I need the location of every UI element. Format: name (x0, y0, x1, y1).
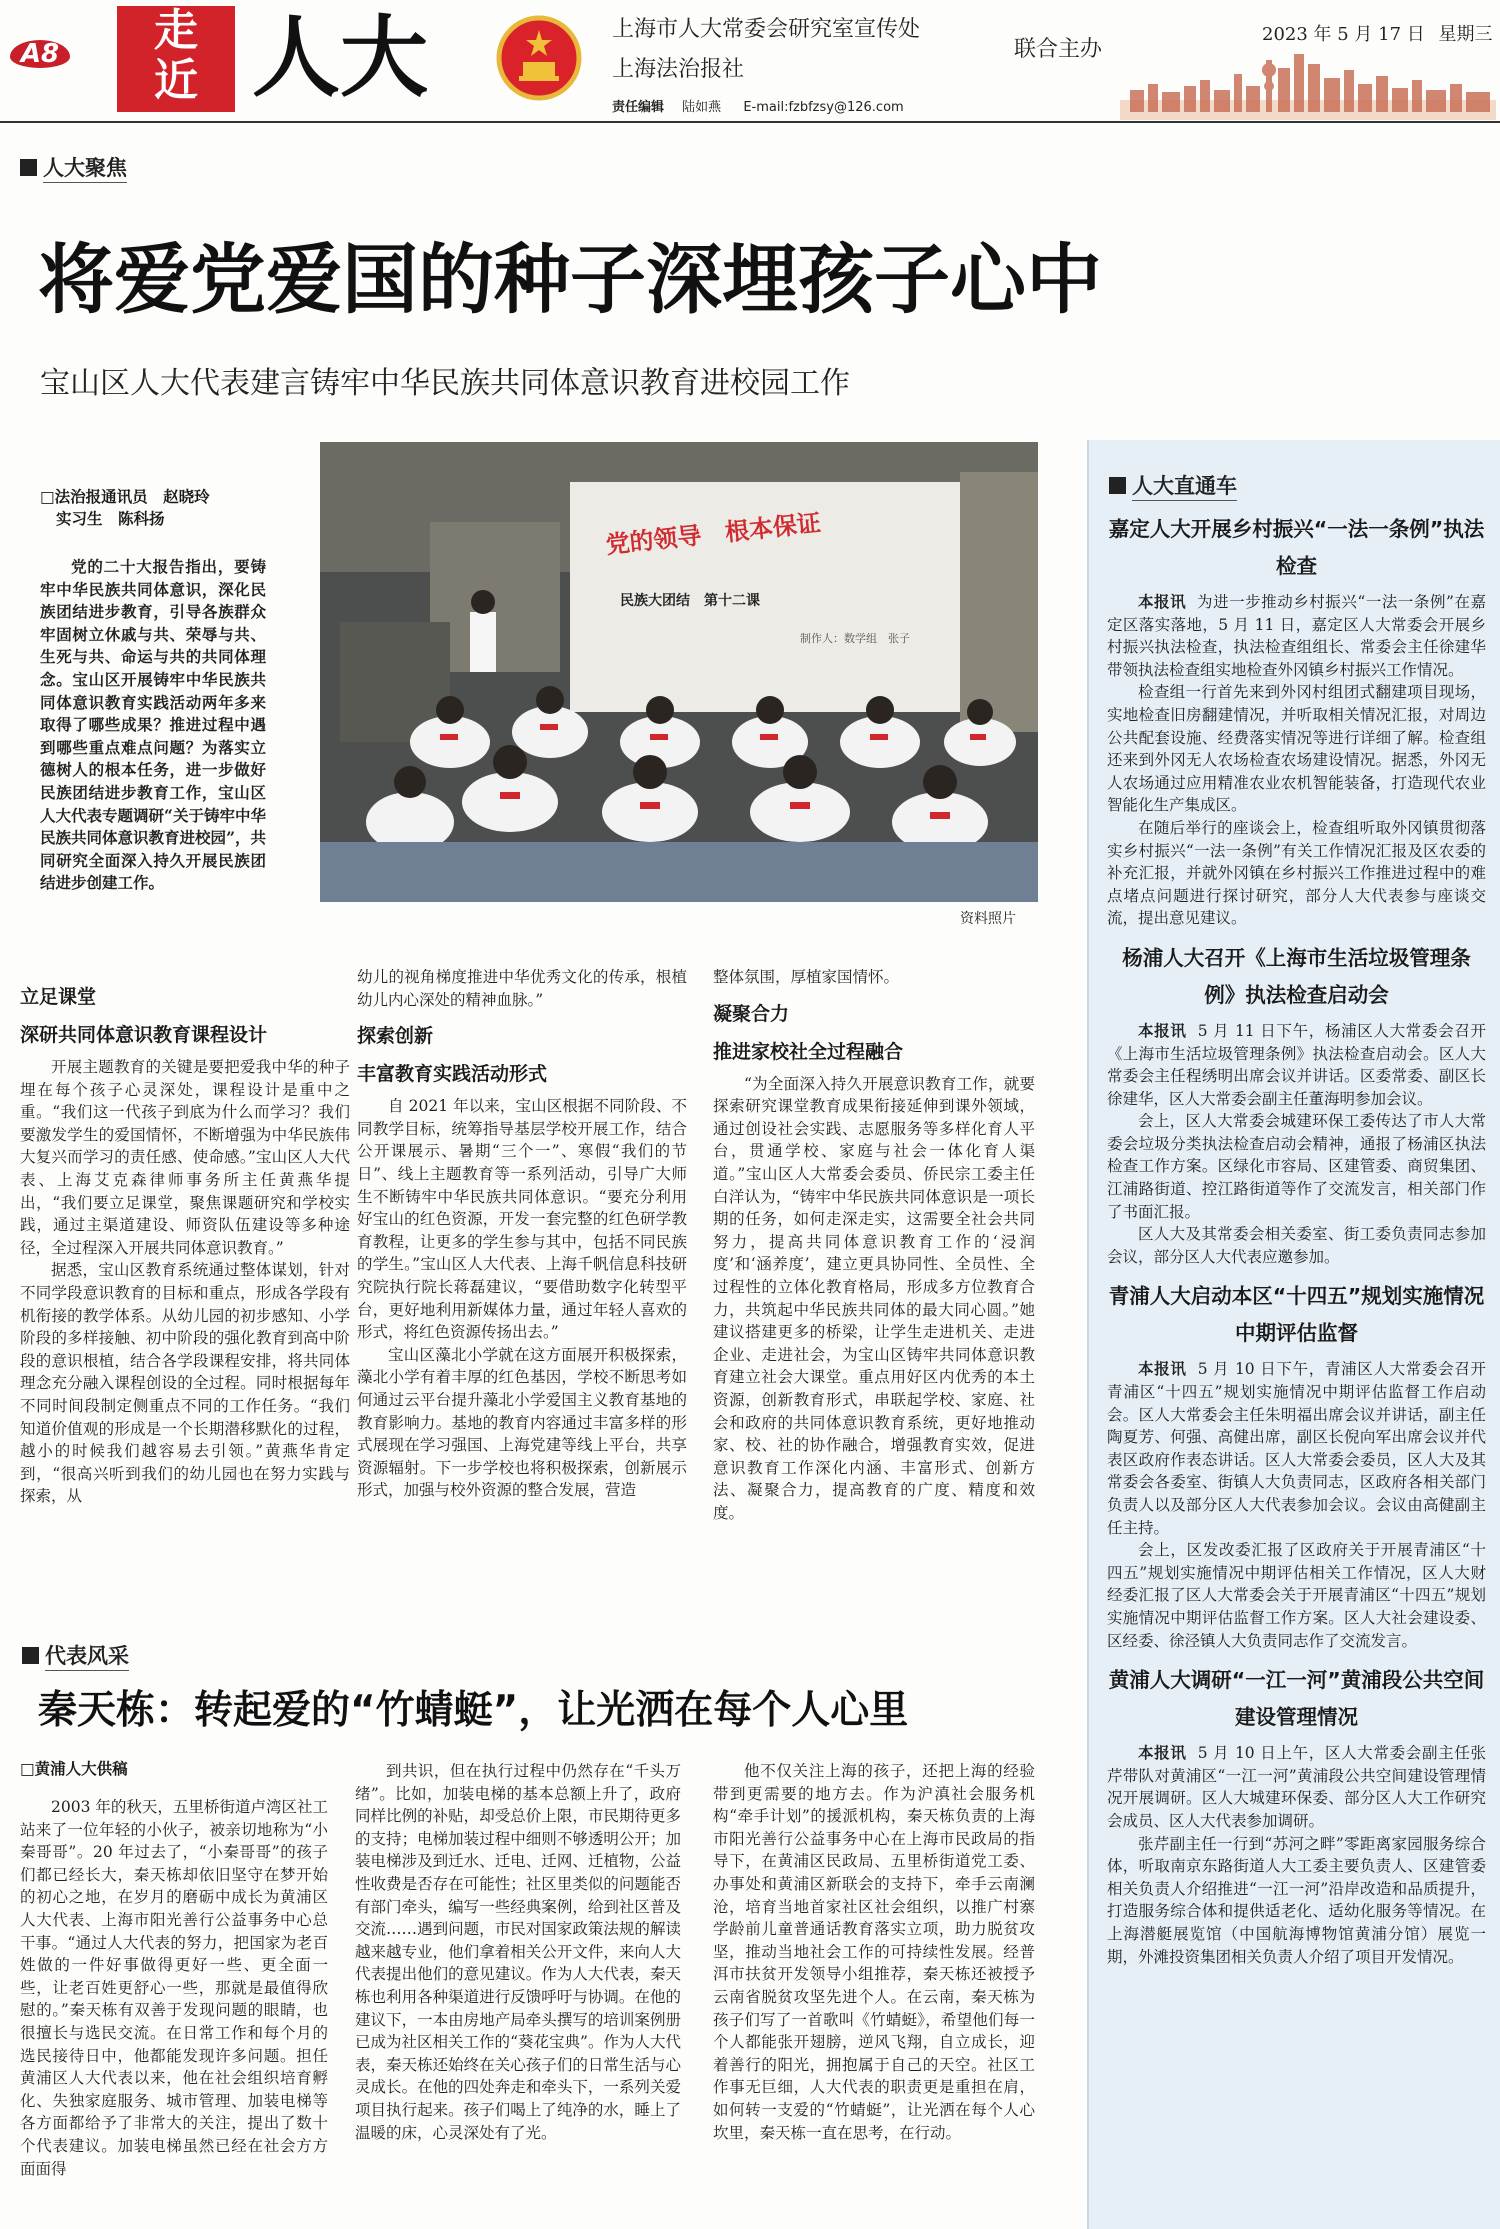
masthead (0, 0, 1500, 120)
title-char-top: 走 (154, 5, 198, 56)
rep-headline: 秦天栋：转起爱的“竹蜻蜓”，让光洒在每个人心里 (38, 1688, 909, 1733)
news-paragraph: 张芹副主任一行到“苏河之畔”零距离家园服务综合体，听取南京东路街道人大工委主要负责人、区建管委相关负责人介绍推进“一江一河”沿岸改造和品质提升，打造服务综合体和提供适老化、适幼化服务等情况。在上海潜艇展览馆（中国航海博物馆黄浦分馆）展览一期，外滩投资集团相关负责人介绍了项目开发情况。 (1107, 1834, 1486, 1966)
section-label-text: 代表风采 (45, 1640, 129, 1671)
section-heading-1: 立足课堂 (20, 986, 97, 1008)
organizer-1: 上海市人大常委会研究室宣传处 (612, 17, 921, 42)
lead-photo (320, 442, 1038, 902)
lead-column-2 (357, 966, 687, 1502)
news-paragraph (1107, 1020, 1486, 1110)
lead-byline (40, 486, 270, 530)
joint-organizer-label: 联合主办 (1014, 37, 1103, 62)
section-label-focus (20, 152, 127, 183)
lead-intro-text: 党的二十大报告指出，要铸牢中华民族共同体意识，深化民族团结进步教育，引导各族群众牢固树立休戚与共、荣辱与共、生死与共、命运与共的共同体理念。宝山区开展铸牢中华民族共同体意识教育实践活动两年多来取得了哪些成果？推进过程中遇到哪些重点难点问题？为落实立德树人的根本任务，进一步做好民族团结进步教育工作，宝山区人大代表专题调研“关于铸牢中华民族共同体意识教育进校园”，共同研究全面深入持久开展民族团结进步创建工作。 (40, 557, 266, 893)
rep-column-1 (20, 1796, 328, 2224)
rep-byline: □黄浦人大供稿 (20, 1760, 128, 1778)
section-subheading-2: 丰富教育实践活动形式 (357, 1063, 548, 1086)
news-body: 5 月 10 日上午，区人大常委会副主任张芹带队对黄浦区“一江一河”黄浦段公共空间建设管理情况开展调研。区人大城建环保委、部分区人大工作研究会成员、区人大代表参加调研。 (1107, 1744, 1486, 1830)
lead-column-3 (713, 966, 1035, 1524)
editor-name: 陆如燕 (682, 100, 722, 115)
paragraph: 自 2021 年以来，宝山区根据不同阶段、不同教学目标，统筹指导基层学校开展工作，结合公开课展示、暑期“三个一”、寒假“我们的节日”、线上主题教育等一系列活动，引导广大师生不断铸牢中华民族共同体意识。“要充分利用好宝山的红色资源，开发一套完整的红色研学教育教程，让更多的学生参与其中，包括不同民族的学生。”宝山区人大代表、上海千帆信息科技研究院执行院长蒋磊建议，“要借助数字化转型平台，更好地利用新媒体力量，通过年轻人喜欢的形式，将红色资源传扬出去。” (357, 1097, 687, 1342)
news-paragraph (1107, 591, 1486, 681)
section-label-text: 人大直通车 (1132, 470, 1237, 501)
news-paragraph: 检查组一行首先来到外冈村组团式翻建项目现场，实地检查旧房翻建情况，并听取相关情况汇报，对周边公共配套设施、经费落实情况等进行详细了解。检查组还来到外冈无人农场检查农场建设情况。据悉，外冈无人农场通过应用精准农业农机智能装备，打造现代农业智能化生产集成区。 (1107, 683, 1486, 815)
section-label-text: 人大聚焦 (43, 152, 127, 183)
photo-board-text-3: 制作人：数学组 张子 (800, 632, 910, 645)
news-headline: 杨浦人大召开《上海市生活垃圾管理条例》执法检查启动会 (1122, 945, 1471, 1007)
news-item (1107, 1662, 1486, 1968)
editor-line (612, 96, 904, 115)
news-item (1107, 940, 1486, 1269)
rep-column-2 (355, 1760, 681, 2224)
paragraph: 他不仅关注上海的孩子，还把上海的经验带到更需要的地方去。作为沪滇社会服务机构“牵手计划”的援派机构，秦天栋负责的上海市阳光善行公益事务中心在上海市民政局的指导下，在黄浦区民政局、五里桥街道党工委、办事处和黄浦区新联会的支持下，牵手云南澜沧，培育当地首家社区社会组织，以推广村寨学龄前儿童普通话教育落实立项，助力脱贫攻坚，推动当地社会工作的可持续性发展。经普洱市扶贫开发领导小组推荐，秦天栋还被授予云南省脱贫攻坚先进个人。在云南，秦天栋为孩子们写了一首歌叫《竹蜻蜓》，希望他们每一个人都能张开翅膀，逆风飞翔，自立成长，迎着善行的阳光，拥抱属于自己的天空。社区工作事无巨细，人大代表的职责更是重担在肩，如何转一支爱的“竹蜻蜓”，让光洒在每个人心坎里，秦天栋一直在思考，在行动。 (713, 1762, 1035, 2142)
skyline-image (1120, 40, 1496, 120)
paragraph-continued: 整体氛围，厚植家国情怀。 (713, 968, 900, 986)
news-headline: 青浦人大启动本区“十四五”规划实施情况中期评估监督 (1108, 1284, 1485, 1346)
paragraph: 宝山区藻北小学就在这方面展开积极探索，藻北小学有着丰厚的红色基因，学校不断思考如何通过云平台提升藻北小学爱国主义教育基地的教育影响力。基地的教育内容通过丰富多样的形式展现在学习强国、上海党建等线上平台，共享资源辐射。下一步学校也将积极探索，创新展示形式，加强与校外资源的整合发展，营造 (357, 1345, 687, 1500)
editor-label: 责任编辑 (612, 100, 665, 115)
masthead-divider (0, 121, 1500, 123)
paragraph: “为全面深入持久开展意识教育工作，就要探索研究课堂教育成果衔接延伸到课外领域，通过创设社会实践、志愿服务等多样化育人平台，贯通学校、家庭与社会一体化育人渠道。”宝山区人大常委会委员、侨民宗工委主任白洋认为，“铸牢中华民族共同体意识是一项长期的任务，如何走深走实，这需要全社会共同努力，提高共同体意识教育工作的‘浸润度’和‘涵养度’，建立更具协同性、全员性、全过程性的立体化教育格局，形成多方位教育合力，共筑起中华民族共同体的最大同心圆。”她建议搭建更多的桥梁，让学生走进机关、走进企业、走进社会，为宝山区铸牢共同体意识教育建立社会大课堂。重点用好区内优秀的本土资源，创新教育形式，串联起学校、家庭、社会和政府的共同体意识教育系统，更好地推动家、校、社的协作融合，增强教育实效，促进意识教育工作深化内涵、丰富形式、创新方法、凝聚合力，提高教育的广度、精度和效度。 (713, 1074, 1035, 1522)
news-body: 为进一步推动乡村振兴“一法一条例”在嘉定区落实落地，5 月 11 日，嘉定区人大常委会开展乡村振兴执法检查，执法检查组组长、常委会主任徐建华带领执法检查组实地检查外冈镇乡村振兴工作情况。 (1107, 593, 1486, 679)
byline-line-2: 实习生 陈科扬 (56, 510, 165, 528)
news-lead: 本报讯 (1138, 592, 1187, 611)
page-number-badge (10, 40, 70, 68)
news-headline: 嘉定人大开展乡村振兴“一法一条例”执法检查 (1108, 517, 1485, 578)
news-paragraph (1107, 1742, 1486, 1832)
section-label-representative (22, 1640, 129, 1671)
right-sidebar (1087, 440, 1500, 2229)
paragraph: 开展主题教育的关键是要把爱我中华的种子埋在每个孩子心灵深处，课程设计是重中之重。“我们这一代孩子到底为什么而学习？我们要激发学生的爱国情怀，不断增强为中华民族伟大复兴而学习的责任感、使命感。”宝山区人大代表、上海艾克森律师事务所主任黄燕华提出，“我们要立足课堂，聚焦课题研究和学校实践，通过主渠道建设、师资队伍建设等多种途径，全过程深入开展共同体意识教育。” (20, 1058, 350, 1257)
national-emblem-icon (495, 14, 583, 102)
news-lead: 本报讯 (1138, 1743, 1187, 1763)
photo-board-text-2: 民族大团结 第十二课 (620, 593, 760, 609)
news-paragraph (1107, 1358, 1486, 1539)
news-paragraph: 会上，区人大常委会城建环保工委传达了市人大常委会垃圾分类执法检查启动会精神，通报了杨浦区执法检查工作方案。区绿化市容局、区建管委、商贸集团、江浦路街道、控江路街道等作了交流发言，相关部门作了书面汇报。 (1107, 1112, 1486, 1221)
organizer-2: 上海法治报社 (612, 57, 745, 82)
section-heading-3: 凝聚合力 (713, 1002, 790, 1025)
paragraph-continued: 幼儿的视角梯度推进中华优秀文化的传承，根植幼儿内心深处的精神血脉。” (357, 968, 687, 1009)
news-item (1107, 1278, 1486, 1652)
date: 2023 年 5 月 17 日 (1262, 24, 1425, 45)
section-marker-icon (1109, 477, 1126, 494)
photo-caption: 资料照片 (960, 911, 1016, 927)
section-subheading-3: 推进家校社全过程融合 (713, 1040, 904, 1063)
news-body: 5 月 11 日下午，杨浦区人大常委会召开《上海市生活垃圾管理条例》执法检查启动会。区人大常委会主任程绣明出席会议并讲话。区委常委、副区长徐建华，区人大常委会副主任董海明参加会议。 (1107, 1021, 1486, 1108)
news-body: 5 月 10 日下午，青浦区人大常委会召开青浦区“十四五”规划实施情况中期评估监督工作启动会。区人大常委会主任朱明福出席会议并讲话，副主任陶夏芳、何强、高健出席，副区长倪向军出席会议并代表区政府作表态讲话。区人大常委会委员，区人大及其常委会各委室、街镇人大负责同志，区政府各相关部门负责人以及部分区人大代表参加会议。会议由高健副主任主持。 (1107, 1360, 1486, 1537)
news-item (1107, 511, 1486, 930)
news-headline: 黄浦人大调研“一江一河”黄浦段公共空间建设管理情况 (1108, 1668, 1485, 1730)
lead-intro (40, 556, 266, 895)
section-marker-icon (20, 159, 37, 176)
rep-column-3 (713, 1760, 1035, 2224)
paragraph: 到共识，但在执行过程中仍然存在“千头万绪”。比如，加装电梯的基本总额上升了，政府同样比例的补贴，却受总价上限，市民期待更多的支持；电梯加装过程中细则不够透明公开；加装电梯涉及到迁水、迁电、迁网、迁植物，公益性收费是否存在可能性；社区里类似的问题能否有部门牵头，编写一些经典案例，给到社区普及交流……遇到问题，市民对国家政策法规的解读越来越专业，他们拿着相关公开文件，来向人大代表提出他们的意见建议。作为人大代表，秦天栋也利用各种渠道进行反馈呼吁与协调。在他的建议下，一本由房地产局牵头撰写的培训案例册已成为社区相关工作的“葵花宝典”。作为人大代表，秦天栋还始终在关心孩子们的日常生活与心灵成长。在他的四处奔走和牵头下，一系列关爱项目执行起来。孩子们喝上了纯净的水，睡上了温暖的床，心灵深处有了光。 (355, 1762, 681, 2142)
editor-email: E-mail:fzbfzsy@126.com (743, 100, 904, 115)
weekday: 星期三 (1438, 24, 1493, 45)
lead-column-1 (20, 984, 350, 1508)
news-lead: 本报讯 (1138, 1020, 1187, 1040)
title-char-bottom: 近 (154, 55, 198, 106)
photo-board-text-1: 党的领导 根本保证 (604, 508, 823, 560)
news-paragraph: 在随后举行的座谈会上，检查组听取外冈镇贯彻落实乡村振兴“一法一条例”有关工作情况汇报及区农委的补充汇报，并就外冈镇在乡村振兴工作推进过程中的难点堵点问题进行探讨研究，部分人大代表参与座谈交流，提出意见建议。 (1107, 818, 1486, 928)
title-red-block (117, 6, 235, 112)
paragraph: 2003 年的秋天，五里桥街道卢湾区社工站来了一位年轻的小伙子，被亲切地称为“小秦哥哥”。20 年过去了，“小秦哥哥”的孩子们都已经长大，秦天栋却依旧坚守在梦开始的初心之地，在岁月的磨砺中成长为黄浦区人大代表、上海市阳光善行公益事务中心总干事。“通过人大代表的努力，把国家为老百姓做的一件好事做得更好一些、更全面一些，让老百姓更舒心一些，那就是最值得欣慰的。”秦天栋有双善于发现问题的眼睛，也很擅长与选民交流。在日常工作和每个月的选民接待日中，他都能发现许多问题。担任黄浦区人大代表以来，他在社会组织培育孵化、失独家庭服务、城市管理、加装电梯等各方面都给予了非常大的关注，提出了数十个代表建议。加装电梯虽然已经在社会方方面面得 (20, 1798, 328, 2178)
page-number: A8 (20, 39, 60, 69)
lead-headline: 将爱党爱国的种子深埋孩子心中 (38, 235, 1102, 324)
news-paragraph: 会上，区发改委汇报了区政府关于开展青浦区“十四五”规划实施情况中期评估相关工作情况，区人大财经委汇报了区人大常委会关于开展青浦区“十四五”规划实施情况中期评估监督工作方案。区人大社会建设委、区经委、徐泾镇人大负责同志作了交流发言。 (1107, 1541, 1486, 1650)
byline-line-1: □法治报通讯员 赵晓玲 (40, 488, 210, 506)
news-paragraph: 区人大及其常委会相关委室、街工委负责同志参加会议，部分区人大代表应邀参加。 (1107, 1225, 1486, 1266)
news-lead: 本报讯 (1138, 1359, 1187, 1379)
section-heading-2: 探索创新 (357, 1025, 434, 1048)
lead-subheadline: 宝山区人大代表建言铸牢中华民族共同体意识教育进校园工作 (40, 366, 850, 401)
masthead-title: 人大 (252, 6, 429, 109)
section-subheading-1: 深研共同体意识教育课程设计 (20, 1024, 268, 1046)
section-marker-icon (22, 1647, 39, 1664)
paragraph: 据悉，宝山区教育系统通过整体谋划，针对不同学段意识教育的目标和重点，形成各学段有机衔接的教学体系。从幼儿园的初步感知、小学阶段的多样接触、初中阶段的强化教育到高中阶段的意识根植，结合各学段课程安排，将共同体理念充分融入课程创设的全过程。同时根据每年不同时间段制定侧重点不同的工作任务。“我们知道价值观的形成是一个长期潜移默化的过程，越小的时候我们越容易去引领。”黄燕华肯定到，“很高兴听到我们的幼儿园也在努力实践与探索，从 (20, 1261, 350, 1506)
section-label-express (1109, 470, 1500, 501)
